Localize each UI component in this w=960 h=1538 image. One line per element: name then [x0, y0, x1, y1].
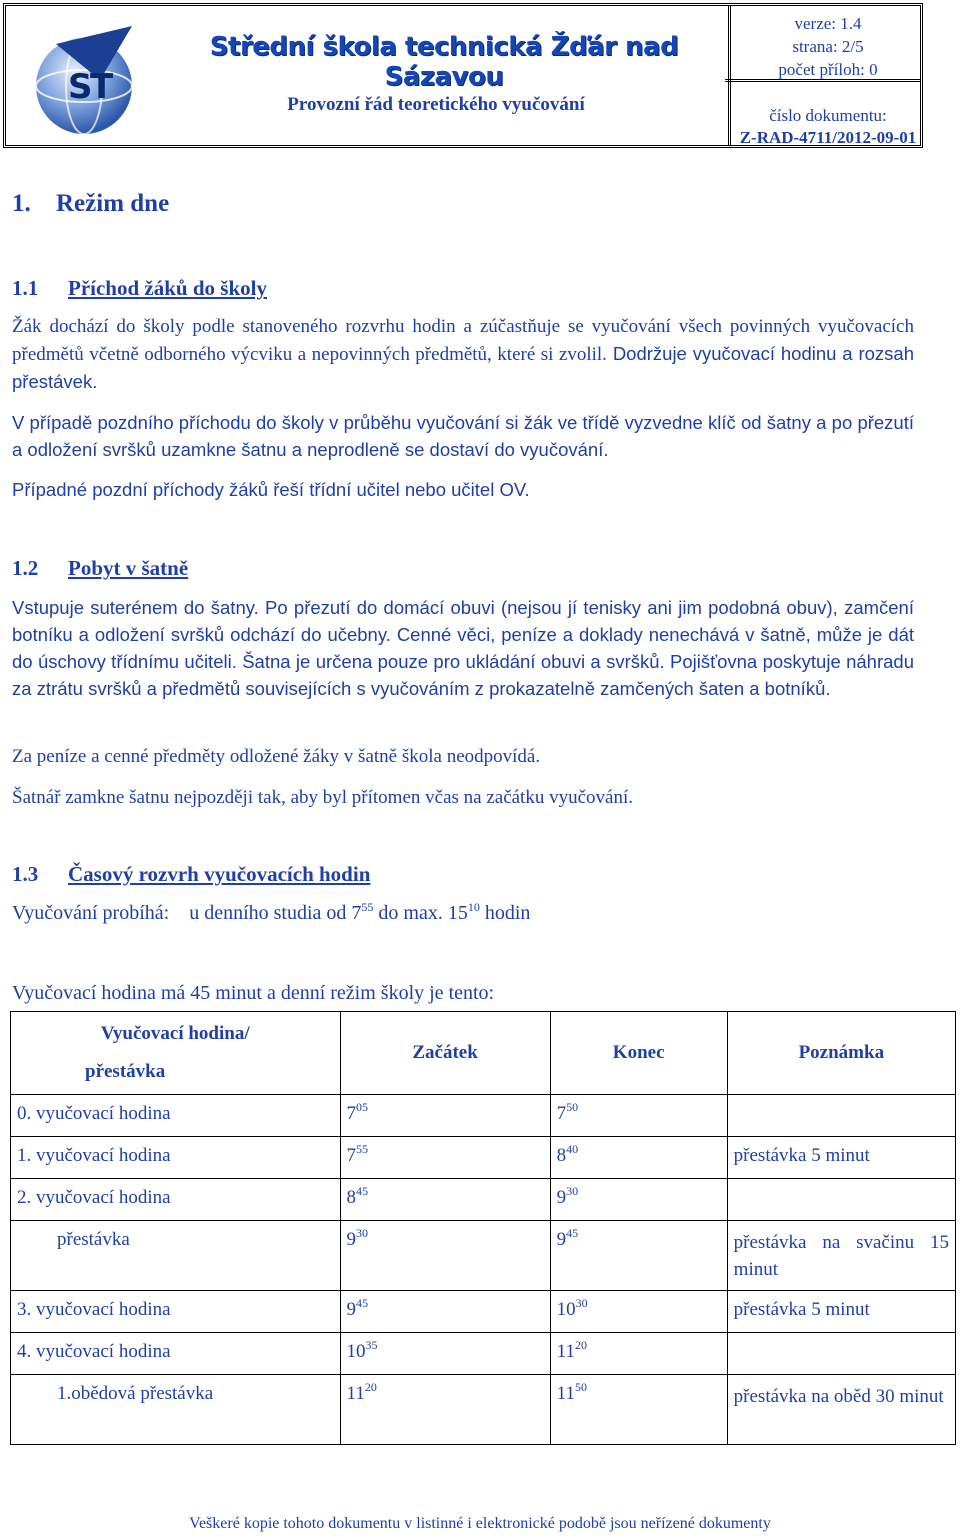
svg-text:T: T [90, 67, 114, 107]
cell-start: $7^{55}$ [340, 1137, 550, 1179]
cell-end: $7^{50}$ [550, 1095, 727, 1137]
cell-note [727, 1179, 955, 1221]
cell-period: přestávka [11, 1221, 341, 1291]
cell-note: přestávka na oběd 30 minut [727, 1375, 955, 1445]
cell-note: přestávka na svačinu 15 minut [727, 1221, 955, 1291]
table-header-row [11, 1012, 956, 1095]
table-row [11, 1137, 956, 1179]
cell-start: $7^{05}$ [340, 1095, 550, 1137]
paragraph-1-2-3: Šatnář zamkne šatnu nejpozději tak, aby byl přítomen včas na začátku vyučování. [12, 787, 633, 808]
cell-period: 2. vyučovací hodina [11, 1179, 341, 1221]
cell-start: $9^{30}$ [340, 1221, 550, 1291]
page-label: strana: 2/5 [792, 37, 864, 56]
footer-disclaimer: Veškeré kopie tohoto dokumentu v listinné i elektronické podobě jsou neřízené dokumenty [189, 1515, 771, 1532]
cell-note: přestávka 5 minut [727, 1291, 955, 1333]
attachments-label: počet příloh: 0 [778, 60, 878, 79]
header-end: Konec [550, 1012, 727, 1095]
table-row [11, 1291, 956, 1333]
table-row [11, 1221, 956, 1291]
cell-end: $11^{20}$ [550, 1333, 727, 1375]
cell-note [727, 1095, 955, 1137]
cell-end: $11^{50}$ [550, 1375, 727, 1445]
paragraph-1-1-2: V případě pozdního příchodu do školy v průběhu vyučování si žák ve třídě vyzvedne klíč od šatny a po přezutí a odložení svršků uzamkne šatnu a neprodleně se dostaví do vyučování. [12, 412, 914, 460]
cell-start: $11^{20}$ [340, 1375, 550, 1445]
table-row [11, 1179, 956, 1221]
document-header [3, 3, 923, 148]
cell-period: 3. vyučovací hodina [11, 1291, 341, 1333]
paragraph-1-2-1: Vstupuje suterénem do šatny. Po přezutí do domácí obuvi (nejsou jí tenisky ani jim podobná obuv), zamčení botníku a odložení svršků odchází do učebny. Cenné věci, peníze a doklady nenechává v šatně, může je dát do úschovy třídnímu učiteli. Šatna je určena pouze pro ukládání obuvi a svršků. Pojišťovna poskytuje náhradu za ztrátu svršků a předmětů souvisejících s vyučováním z prokazatelně zamčených šaten a botníků. [12, 597, 914, 699]
paragraph-1-1-3: Případné pozdní příchody žáků řeší třídní učitel nebo učitel OV. [12, 479, 530, 500]
paragraph-1-2-2: Za peníze a cenné předměty odložené žáky v šatně škola neodpovídá. [12, 746, 541, 767]
header-note: Poznámka [727, 1012, 955, 1095]
paragraph-1-1-1: Žák dochází do školy podle stanoveného rozvrhu hodin a zúčastňuje se vyučování všech povinných vyučovacích předmětů včetně odborného výcviku a nepovinných předmětů, které si zvolil. Dodržuje vyučovací hodinu a rozsah přestávek. [12, 316, 914, 392]
table-row [11, 1095, 956, 1137]
schedule-intro: Vyučování probíhá: u denního studia od $7^{55}$ do max. $15^{10}$ hodin [12, 900, 531, 924]
svg-text:S: S [68, 67, 93, 107]
subsection-heading-1-3: 1.3 Časový rozvrh vyučovacích hodin [12, 862, 371, 886]
cell-period: 4. vyučovací hodina [11, 1333, 341, 1375]
cell-start: $8^{45}$ [340, 1179, 550, 1221]
document-title: Provozní řád teoretického vyučování [287, 94, 585, 115]
table-row [11, 1333, 956, 1375]
header-start: Začátek [340, 1012, 550, 1095]
doc-number-label: číslo dokumentu: [769, 106, 887, 125]
cell-period: 1. vyučovací hodina [11, 1137, 341, 1179]
cell-note: přestávka 5 minut [727, 1137, 955, 1179]
cell-start: $10^{35}$ [340, 1333, 550, 1375]
header-period: Vyučovací hodina/ přestávka [11, 1012, 341, 1095]
cell-note [727, 1333, 955, 1375]
cell-start: $9^{45}$ [340, 1291, 550, 1333]
table-row [11, 1375, 956, 1445]
cell-period: 1.obědová přestávka [11, 1375, 341, 1445]
cell-end: $10^{30}$ [550, 1291, 727, 1333]
schedule-table [10, 1011, 956, 1445]
version-label: verze: 1.4 [794, 14, 862, 33]
school-logo-icon [28, 20, 150, 142]
subsection-heading-1-1: 1.1 Příchod žáků do školy [12, 276, 267, 300]
cell-end: $9^{30}$ [550, 1179, 727, 1221]
schedule-note: Vyučovací hodina má 45 minut a denní režim školy je tento: [12, 982, 495, 1004]
cell-end: $8^{40}$ [550, 1137, 727, 1179]
subsection-heading-1-2: 1.2 Pobyt v šatně [12, 556, 189, 580]
doc-number: Z-RAD-4711/2012-09-01 [739, 128, 917, 147]
section-heading-1: 1. Režim dne [12, 190, 170, 217]
school-name: Střední škola technická Žďár nad Sázavou [209, 32, 679, 92]
cell-period: 0. vyučovací hodina [11, 1095, 341, 1137]
cell-end: $9^{45}$ [550, 1221, 727, 1291]
